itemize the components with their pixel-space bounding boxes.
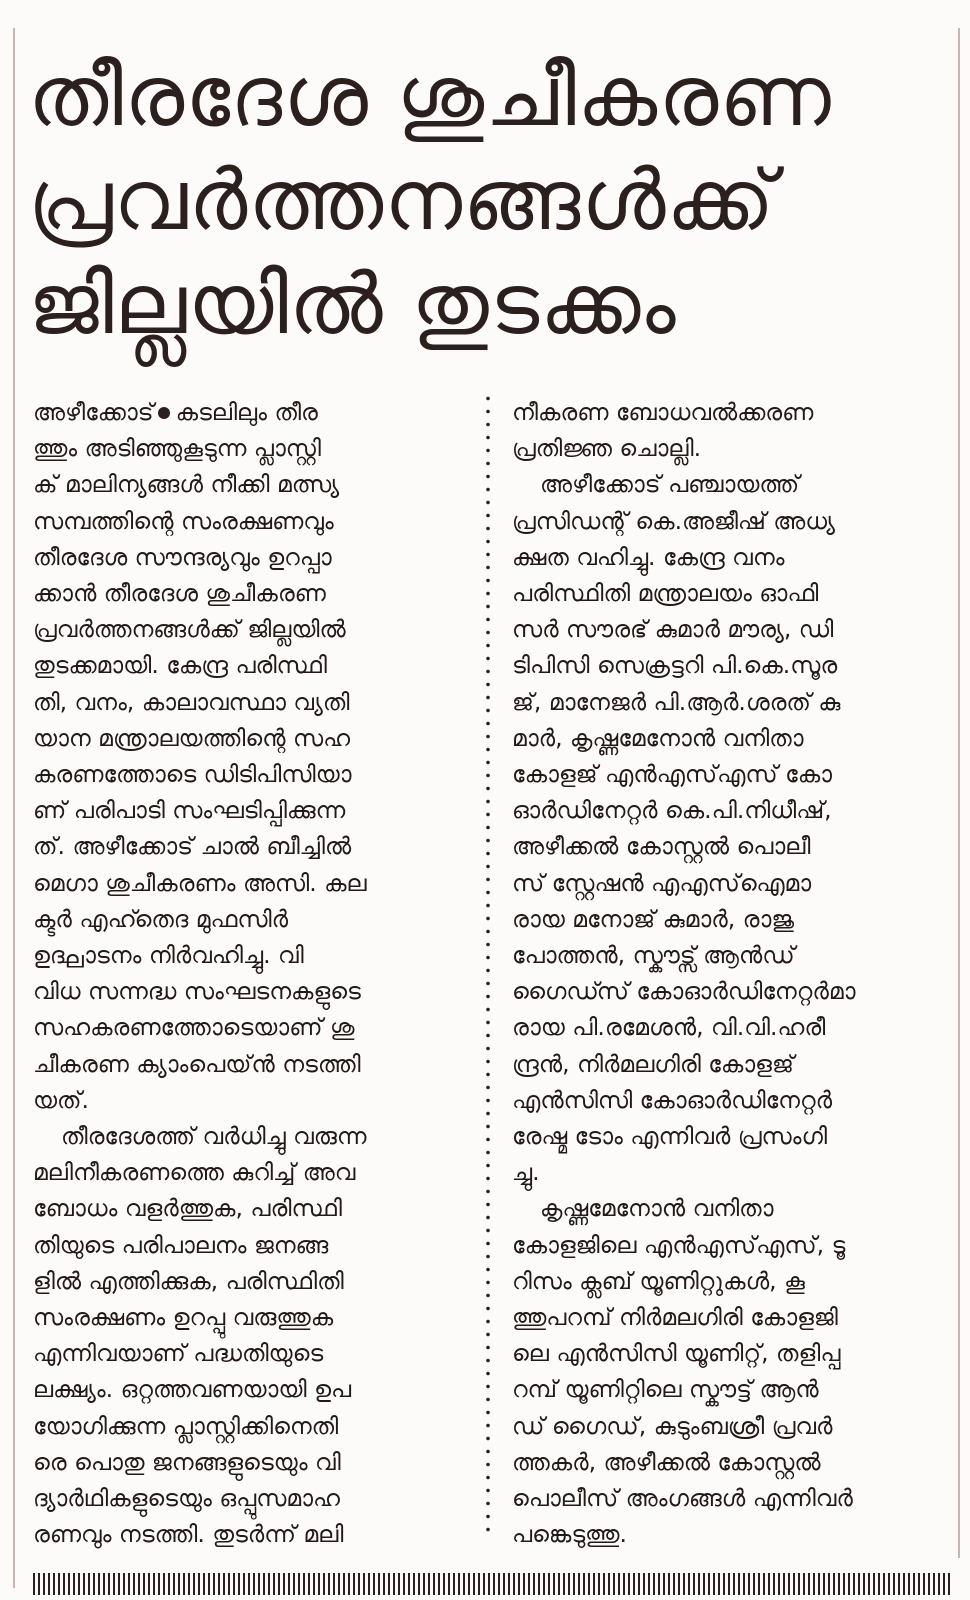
text-line: നീകരണ ബോധവൽക്കരണ	[512, 398, 814, 426]
text-line: പ്രതിജ്ഞ ചൊല്ലി.	[512, 434, 702, 463]
text-line: ഓർഡിനേറ്റർ കെ.പി.നിധീഷ്,	[512, 796, 832, 825]
text-line: പരിസ്ഥിതി മന്ത്രാലയം ഓഫി	[512, 579, 819, 608]
text-line: തുടക്കമായി. കേന്ദ്ര പരിസ്ഥി	[33, 651, 327, 680]
text-line: എന്നിവയാണ് പദ്ധതിയുടെ	[33, 1339, 324, 1368]
text-line: തീരദേശ സൗന്ദര്യവും ഉറപ്പാ	[33, 542, 332, 571]
text-line: കൃഷ്ണമേനോൻ വനിതാ	[540, 1194, 774, 1223]
headline-line: പ്രവർത്തനങ്ങൾക്ക്	[28, 151, 776, 249]
text-line: പ്രവർത്തനങ്ങൾക്ക് ജില്ലയിൽ	[33, 615, 346, 644]
article-column-right	[512, 394, 952, 1553]
text-line: മാർ, കൃഷ്ണമേനോൻ വനിതാ	[512, 723, 804, 752]
dateline: അഴീക്കോട്	[33, 398, 154, 426]
text-line: ദ്യാർഥികളുടെയും ഒപ്പുസമാഹ	[33, 1484, 340, 1513]
text-line-body: കടലിലും തീര	[175, 398, 318, 426]
column-divider-dotted	[486, 392, 490, 1540]
text-line: സ് സ്റ്റേഷൻ എഎസ്ഐമാ	[512, 868, 812, 897]
text-line: ഉദ്ഘാടനം നിർവഹിച്ചു. വി	[33, 941, 304, 970]
text-line: യോഗിക്കുന്ന പ്ലാസ്റ്റിക്കിനെതി	[33, 1411, 339, 1440]
text-line: ളിൽ എത്തിക്കുക, പരിസ്ഥിതി	[33, 1266, 344, 1295]
text-line: രായ പി.രമേശൻ, വി.വി.ഹരീ	[512, 1013, 826, 1042]
text-line: ടിപിസി സെക്രട്ടറി പി.കെ.സൂര	[512, 651, 838, 680]
text-line: ബോധം വളർത്തുക, പരിസ്ഥി	[33, 1194, 342, 1223]
left-border-rule	[13, 28, 15, 1588]
text-line: ക്ഷത വഹിച്ചു. കേന്ദ്ര വനം	[512, 542, 785, 571]
text-line: പൊലീസ് അംഗങ്ങൾ എന്നിവർ	[512, 1484, 853, 1513]
text-line: കരണത്തോടെ ഡിടിപിസിയാ	[33, 760, 352, 789]
text-line: ത്തും അടിഞ്ഞുകൂടുന്ന പ്ലാസ്റ്റി	[33, 434, 322, 463]
text-line: രായ മനോജ് കുമാർ, രാജു	[512, 904, 795, 933]
text-line: റമ്പ് യൂണിറ്റിലെ സ്കൗട്ട് ആൻ	[512, 1375, 819, 1404]
right-border-rule	[958, 28, 960, 1558]
text-line: മലിനീകരണത്തെ കുറിച്ച് അവ	[33, 1158, 356, 1187]
text-line: സഹകരണത്തോടെയാണ് ശു	[33, 1013, 355, 1042]
text-line: ഡ് ഗൈഡ്, കുടുംബശ്രീ പ്രവർ	[512, 1411, 833, 1440]
text-line: പോത്തൻ, സ്കൗട്സ് ആൻഡ്	[512, 941, 795, 970]
text-line: ത്തകർ, അഴീക്കൽ കോസ്റ്റൽ	[512, 1447, 821, 1476]
bottom-hatched-rule	[33, 1573, 953, 1595]
bullet-icon	[158, 407, 170, 419]
text-line: തിയുടെ പരിപാലനം ജനങ്ങ	[33, 1230, 329, 1259]
text-line: മെഗാ ശുചീകരണം അസി. കല	[33, 868, 367, 897]
text-line: തീരദേശത്ത് വർധിച്ചു വരുന്ന	[61, 1122, 367, 1151]
text-line: രെ പൊതു ജനങ്ങളുടെയും വി	[33, 1447, 341, 1476]
text-line: കോളജ് എൻഎസ്എസ് കോ	[512, 760, 833, 789]
headline-line: തീരദേശ ശുചീകരണ	[28, 47, 832, 145]
text-line: ത്തുപറമ്പ് നിർമലഗിരി കോളജി	[512, 1303, 838, 1332]
text-line: ലക്ഷ്യം. ഒറ്റത്തവണയായി ഉപ	[33, 1375, 352, 1404]
text-line: ക്കാൻ തീരദേശ ശുചീകരണ	[33, 579, 326, 608]
text-line: സംരക്ഷണം ഉറപ്പു വരുത്തുക	[33, 1303, 334, 1332]
text-line: എൻസിസി കോഓർഡിനേറ്റർ	[512, 1085, 833, 1114]
text-line: സമ്പത്തിന്റെ സംരക്ഷണവും	[33, 506, 334, 535]
article-column-left	[33, 394, 463, 1553]
text-line: പ്രസിഡന്റ് കെ.അജീഷ് അധ്യ	[512, 506, 835, 535]
text-line: അഴീക്കൽ കോസ്റ്റൽ പൊലീ	[512, 832, 811, 861]
text-line: ഗൈഡ്സ് കോഓർഡിനേറ്റർമാ	[512, 977, 856, 1006]
text-line: ണ് പരിപാടി സംഘടിപ്പിക്കുന്ന	[33, 796, 346, 825]
text-line	[33, 394, 463, 430]
text-line: ക്ടർ എഹ്തെദ മുഫസിർ	[33, 904, 289, 933]
text-line: ലെ എൻസിസി യൂണിറ്റ്, തളിപ്പ	[512, 1339, 841, 1368]
text-line: ച്ചു.	[512, 1158, 540, 1187]
text-line: ചീകരണ ക്യാംപെയ്ൻ നടത്തി	[33, 1049, 361, 1078]
text-line: ജ്, മാനേജർ പി.ആർ.ശരത് കു	[512, 687, 841, 716]
text-line: ന്ദ്രൻ, നിർമലഗിരി കോളജ്	[512, 1049, 794, 1078]
text-line: റിസം ക്ലബ് യൂണിറ്റുകൾ, കൂ	[512, 1266, 805, 1295]
headline-line: ജില്ലയിൽ തുടക്കം	[28, 255, 677, 353]
text-line: അഴീക്കോട് പഞ്ചായത്ത്	[540, 470, 800, 499]
text-line: തി, വനം, കാലാവസ്ഥാ വ്യതി	[33, 687, 350, 716]
text-line: രണവും നടത്തി. തുടർന്ന് മലി	[33, 1520, 344, 1549]
text-line: വിധ സന്നദ്ധ സംഘടനകളുടെ	[33, 977, 361, 1006]
text-line: ക് മാലിന്യങ്ങൾ നീക്കി മത്സ്യ	[33, 470, 340, 499]
text-line: കോളജിലെ എൻഎസ്എസ്, ടൂ	[512, 1230, 846, 1259]
text-line: യത്.	[33, 1085, 90, 1114]
text-line: ത്. അഴീക്കോട് ചാൽ ബീച്ചിൽ	[33, 832, 352, 861]
text-line: പങ്കെടുത്തു.	[512, 1520, 627, 1549]
text-line: യാന മന്ത്രാലയത്തിന്റെ സഹ	[33, 723, 351, 752]
text-line: രേഷ്മ ടോം എന്നിവർ പ്രസംഗി	[512, 1122, 828, 1151]
headline	[28, 44, 948, 356]
text-line: സർ സൗരഭ് കുമാർ മൗര്യ, ഡി	[512, 615, 834, 644]
